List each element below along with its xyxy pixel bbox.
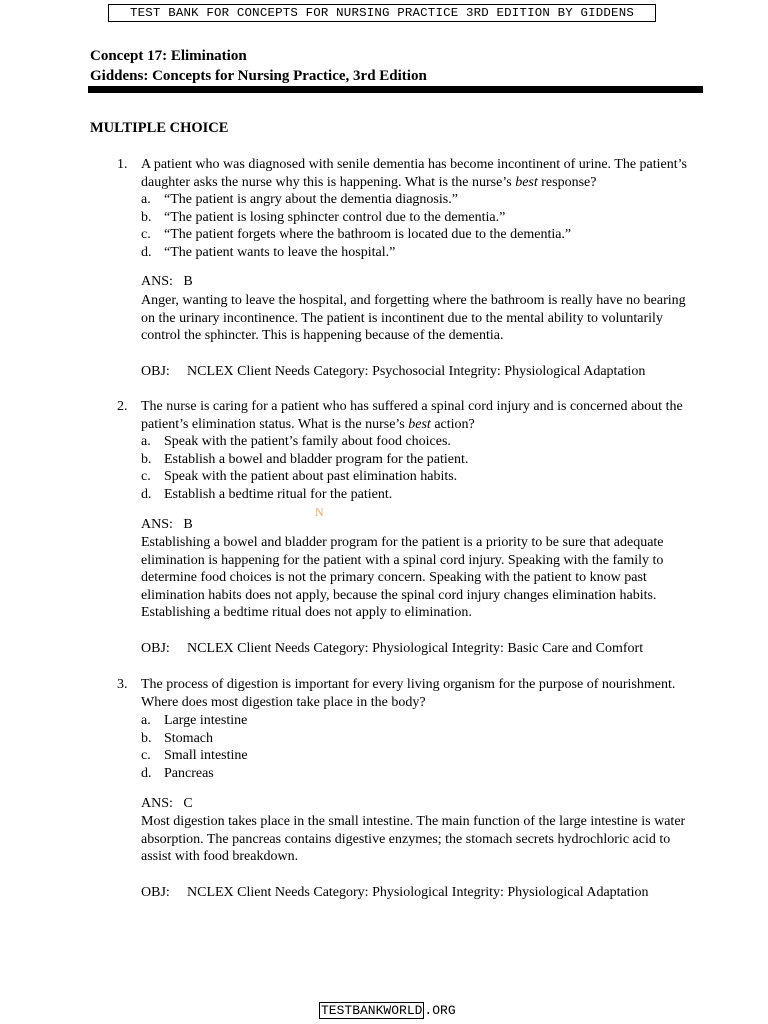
answer-line: ANS: B (141, 274, 193, 289)
option-a: a. Speak with the patient’s family about food choices. (141, 434, 451, 449)
answer-value: B (183, 517, 193, 532)
answer-value: C (183, 796, 193, 811)
objective: OBJ: NCLEX Client Needs Category: Physiological Integrity: Basic Care and Comfort (141, 641, 644, 656)
option-d: d. Pancreas (141, 765, 214, 781)
concept-title: Concept 17: Elimination (90, 48, 247, 64)
option-c: c. “The patient forgets where the bathroom is located due to the dementia.” (141, 227, 572, 242)
option-a: a. Large intestine (141, 713, 248, 728)
option-list (141, 191, 701, 261)
watermark-banner: TEST BANK FOR CONCEPTS FOR NURSING PRACTICE 3RD EDITION BY GIDDENS (108, 4, 656, 22)
footer-site (319, 1003, 456, 1019)
emphasis: best (408, 416, 431, 432)
footer-site-boxed: TESTBANKWORLD (321, 1003, 423, 1018)
answer-value: B (183, 274, 193, 289)
footer-site-suffix: .ORG (424, 1003, 456, 1018)
rationale: Most digestion takes place in the small intestine. The main function of the large intestine is water absorption. The pancreas contains digestive enzymes; the stomach secrets hydrochloric acid to assist with food breakdown. (141, 814, 686, 864)
book-title: Giddens: Concepts for Nursing Practice, 3rd Edition (90, 68, 427, 84)
emphasis: best (515, 174, 538, 190)
question-stem: A patient who was diagnosed with senile dementia has become incontinent of urine. The patient’s daughter asks the nurse why this is happening. What is the nurse’s best response? (141, 157, 687, 190)
stray-mark: N (315, 505, 324, 519)
option-d: d. “The patient wants to leave the hospital.” (141, 244, 396, 260)
rationale: Establishing a bowel and bladder program for the patient is a priority to be sure that adequate elimination is happening for the patient with a spinal cord injury. Speaking with the family to determine food choices is not the primary concern. Speaking with the patient to know past elimination habits does not apply, because the spinal cord injury changes elimination habits. Establishing a bedtime ritual does not apply to elimination. (141, 535, 664, 620)
question-stem: The process of digestion is important for every living organism for the purpose of nourishment. Where does most digestion take place in the body? (141, 677, 676, 710)
answer-line: ANS: C (141, 796, 193, 811)
option-d: d. Establish a bedtime ritual for the patient. (141, 486, 393, 502)
option-c: c. Small intestine (141, 748, 248, 763)
option-b: b. “The patient is losing sphincter control due to the dementia.” (141, 209, 506, 225)
option-c: c. Speak with the patient about past elimination habits. (141, 469, 458, 484)
question-number: 1. (117, 157, 128, 172)
rationale: Anger, wanting to leave the hospital, and forgetting where the bathroom is really have no bearing on the urinary incontinence. The patient is incontinent due to the mental ability to voluntarily control the sphincter. This is happening because of the dementia. (141, 293, 686, 343)
option-b: b. Establish a bowel and bladder program for the patient. (141, 451, 469, 467)
objective: OBJ: NCLEX Client Needs Category: Physiological Integrity: Physiological Adaptation (141, 885, 649, 900)
section-title: MULTIPLE CHOICE (90, 120, 229, 136)
option-list (141, 712, 701, 782)
option-list (141, 433, 701, 503)
question-number: 2. (117, 399, 128, 414)
question-number: 3. (117, 677, 128, 692)
option-b: b. Stomach (141, 730, 213, 746)
objective: OBJ: NCLEX Client Needs Category: Psychosocial Integrity: Physiological Adaptation (141, 364, 646, 379)
header-rule (88, 86, 703, 93)
question-stem: The nurse is caring for a patient who has suffered a spinal cord injury and is concerned about the patient’s elimination status. What is the nurse’s best action? (141, 399, 683, 432)
answer-line: ANS: B (141, 517, 193, 532)
option-a: a. “The patient is angry about the dementia diagnosis.” (141, 192, 458, 207)
